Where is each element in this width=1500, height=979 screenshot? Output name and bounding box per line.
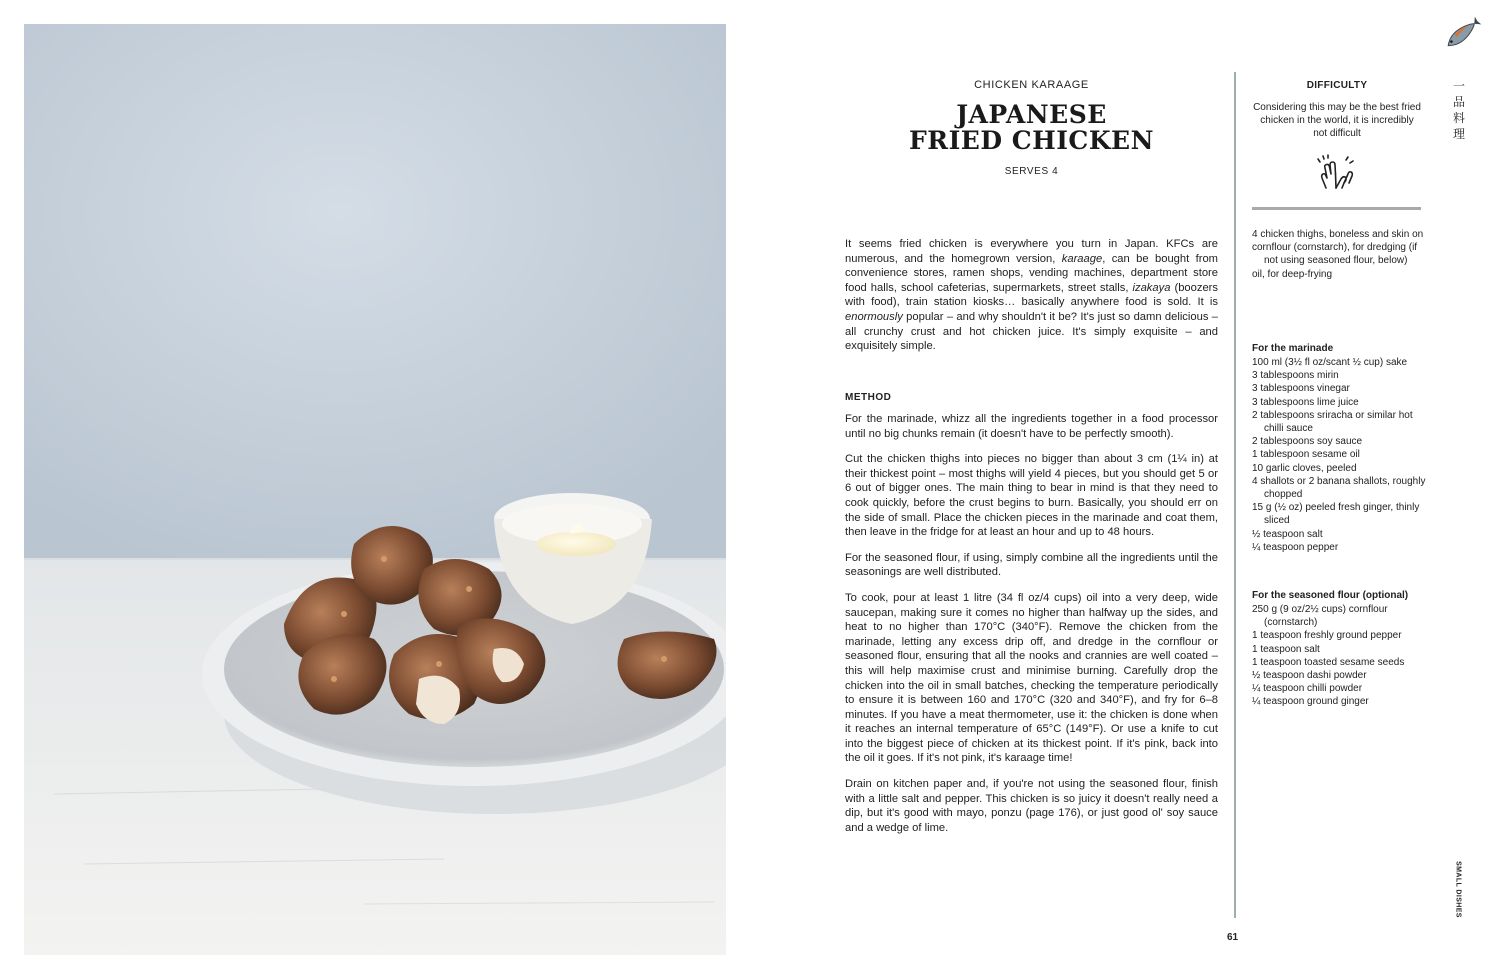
- ingredient-item: ½ teaspoon salt: [1252, 528, 1323, 540]
- ingredient-item: 1 teaspoon salt: [1252, 643, 1320, 655]
- ingredient-item: 1 teaspoon freshly ground pepper: [1252, 630, 1402, 642]
- ingredient-item: 4 shallots or 2 banana shallots, roughly chopped: [1252, 475, 1426, 501]
- difficulty-text: Considering this may be the best fried chicken in the world, it is incredibly not difficult: [1253, 102, 1421, 139]
- ingredient-item: 15 g (½ oz) peeled fresh ginger, thinly sliced: [1252, 502, 1420, 527]
- recipe-title: [845, 102, 1218, 154]
- ingredient-item: cornflour (cornstarch), for dredging (if not using seasoned flour, below): [1252, 242, 1418, 267]
- ingredient-item: ¼ teaspoon pepper: [1252, 541, 1339, 553]
- method-paragraph: For the seasoned flour, if using, simply combine all the ingredients until the seasonings are well distributed.: [845, 551, 1218, 579]
- title-line-1: JAPANESE: [956, 100, 1107, 129]
- ingredient-item: oil, for deep-frying: [1252, 268, 1333, 280]
- intro-run: (boozers with food), train station kiosks… basically anywhere food is sold. It is: [845, 281, 1218, 309]
- ingredient-item: 3 tablespoons lime juice: [1252, 396, 1359, 408]
- ingredient-item: 100 ml (3½ fl oz/scant ½ cup) sake: [1252, 357, 1408, 368]
- recipe-kicker: CHICKEN KARAAGE: [974, 79, 1089, 91]
- ingredient-item: ¼ teaspoon ground ginger: [1252, 696, 1369, 708]
- difficulty-heading: DIFFICULTY: [1306, 80, 1368, 91]
- recipe-photo: [24, 24, 726, 955]
- ingredient-item: ½ teaspoon dashi powder: [1252, 670, 1367, 682]
- ingredient-item: 3 tablespoons mirin: [1252, 370, 1339, 382]
- intro-text: [845, 237, 1218, 364]
- fish-icon: [1440, 14, 1484, 54]
- seasoned-flour-heading: For the seasoned flour (optional): [1252, 590, 1409, 601]
- serves-label: SERVES 4: [1004, 166, 1059, 177]
- method-steps: [845, 412, 1218, 846]
- intro-italic: izakaya: [1132, 281, 1171, 294]
- ingredient-item: 3 tablespoons vinegar: [1252, 383, 1350, 395]
- intro-run: , can be bought from convenience stores, ramen shops, vending machines, department store food halls, school cafeterias, supermarkets, street stalls,: [845, 252, 1218, 294]
- ingredient-item: 1 teaspoon toasted sesame seeds: [1252, 656, 1405, 668]
- intro-run: popular – and why shouldn't it be? It's just so damn delicious – all crunchy crust and hot chicken juice. It's simply exquisite – and exquisitely simple.: [845, 310, 1218, 353]
- marinade-heading: For the marinade: [1252, 343, 1334, 354]
- ingredient-item: 2 tablespoons soy sauce: [1252, 436, 1363, 448]
- intro-run: It seems fried chicken is everywhere you turn in Japan. KFCs are numerous, and the homegrown version,: [845, 238, 1218, 265]
- section-kanji: 一品料理: [1452, 79, 1465, 141]
- method-paragraph: Drain on kitchen paper and, if you're not using the seasoned flour, finish with a little salt and pepper. This chicken is so juicy it doesn't really need a dip, but it's good with mayo, ponzu (page 176), or just good ol' soy sauce and a wedge of lime.: [845, 778, 1218, 834]
- method-paragraph: To cook, pour at least 1 litre (34 fl oz/4 cups) oil into a very deep, wide saucepan, making sure it comes no higher than halfway up the sides, and heat to no higher than 170°C (340°F). Remove the chicken from the marinade, letting any excess drip off, and dredge in the cornflour or seasoned flour, ensuring that all the nooks and crannies are well coated – this will help maximise crust and minimise burning. Carefully drop the chicken into the oil in small batches, checking the temperature periodically to ensure it is between 160 and 170°C (320 and 340°F), and fry for 6–8 minutes. If you have a meat thermometer, use it: the chicken is done when it reaches an internal temperature of 65°C (149°F). Or use a knife to cut into the biggest piece of chicken at its thickest point. If it's pink, back into the oil it goes. If it's not pink, it's karaage time!: [845, 591, 1218, 765]
- intro-paragraph: [845, 237, 1218, 354]
- ingredient-item: ¼ teaspoon chilli powder: [1252, 683, 1363, 695]
- method-paragraph: Cut the chicken thighs into pieces no bigger than about 3 cm (1¼ in) at their thickest point – most thighs will yield 4 pieces, but you should get 5 or 6 out of bigger ones. The main thing to bear in mind is that they need to cook quickly, before the crust begins to burn. Basically, you should err on the side of small. Place the chicken pieces in the marinade and coat them, then leave in the fridge for at least an hour and up to 48 hours.: [845, 453, 1218, 539]
- ingredient-item: 1 tablespoon sesame oil: [1252, 449, 1360, 461]
- clapping-hands-icon: [1314, 154, 1356, 194]
- ingredient-item: 2 tablespoons sriracha or similar hot chilli sauce: [1252, 409, 1413, 435]
- title-line-2: FRIED CHICKEN: [909, 126, 1154, 155]
- sidebar-divider: [1252, 207, 1421, 210]
- column-divider: [1234, 72, 1236, 918]
- method-heading: METHOD: [845, 392, 892, 403]
- fried-chicken-illustration: [24, 24, 726, 955]
- method-paragraph: For the marinade, whizz all the ingredients together in a food processor until no big chunks remain (it doesn't have to be perfectly smooth).: [845, 413, 1218, 440]
- intro-italic: karaage: [1061, 252, 1103, 265]
- page-number: 61: [1227, 932, 1239, 943]
- main-ingredients-list: [1252, 228, 1432, 281]
- ingredient-item: 10 garlic cloves, peeled: [1252, 462, 1357, 474]
- intro-italic: enormously: [845, 310, 903, 323]
- marinade-ingredients-list: [1252, 356, 1432, 554]
- ingredient-item: 250 g (9 oz/2½ cups) cornflour (cornstarch): [1252, 604, 1388, 629]
- section-label: SMALL DISHES: [1454, 861, 1462, 918]
- seasoned-flour-ingredients-list: [1252, 603, 1432, 709]
- ingredient-item: 4 chicken thighs, boneless and skin on: [1252, 229, 1424, 240]
